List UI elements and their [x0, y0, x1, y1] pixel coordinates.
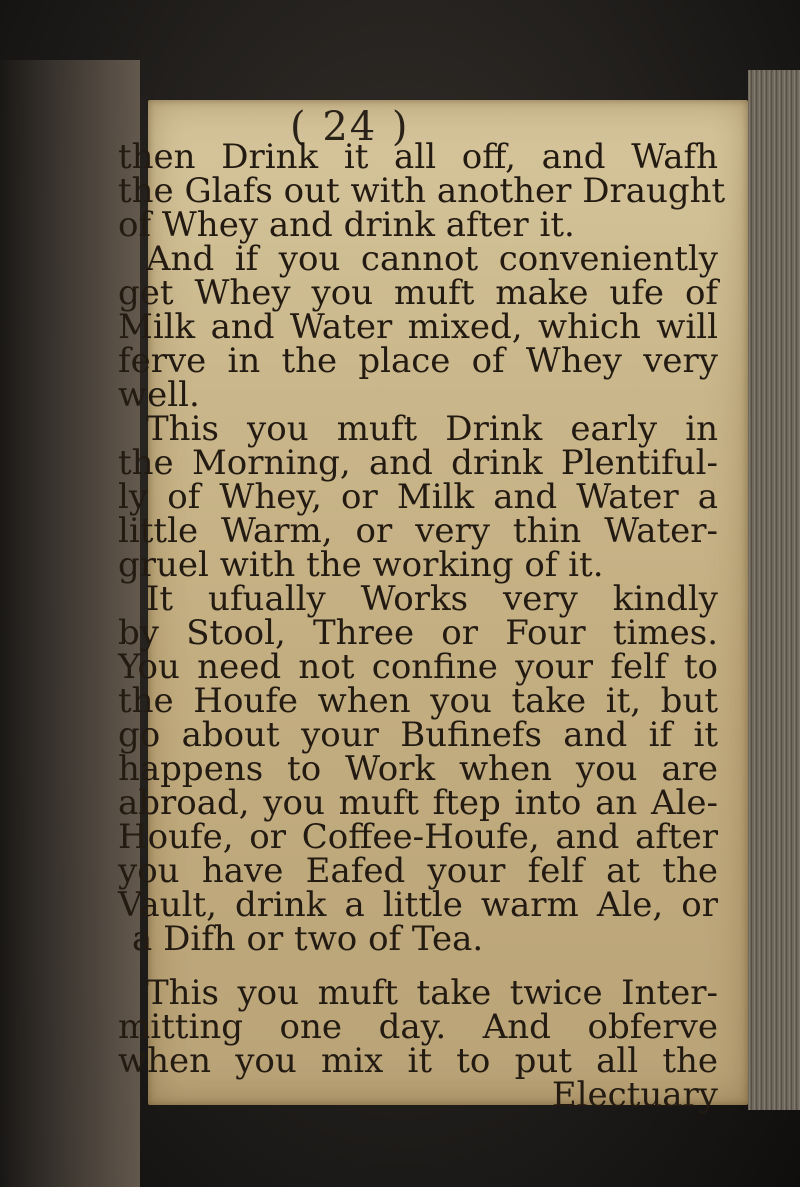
catchword: Electuary: [551, 1075, 718, 1115]
text-line: And if you cannot conveniently: [146, 239, 718, 279]
text-line: It ufually Works very kindly: [146, 579, 718, 619]
text-line: little Warm, or very thin Water-: [118, 511, 718, 551]
text-line: the Glafs out with another Draught: [118, 171, 726, 211]
text-line: This you muft take twice Inter-: [146, 973, 718, 1013]
text-line: the Morning, and drink Plentiful-: [118, 443, 718, 483]
text-line: This you muft Drink early in: [146, 409, 718, 449]
page-number: ( 24 ): [290, 104, 410, 150]
text-line: when you mix it to put all the: [118, 1041, 718, 1081]
text-line: gruel with the working of it.: [118, 545, 604, 585]
text-line: ly of Whey, or Milk and Water a: [118, 477, 718, 517]
text-line: Vault, drink a little warm Ale, or: [118, 885, 718, 925]
text-line: abroad, you muft ftep into an Ale-: [118, 783, 718, 823]
text-line: get Whey you muft make ufe of: [118, 273, 718, 313]
text-line: by Stool, Three or Four times.: [118, 613, 718, 653]
book-fore-edge: [748, 70, 800, 1110]
text-line: ferve in the place of Whey very: [118, 341, 718, 381]
text-line: Houfe, or Coffee-Houfe, and after: [118, 817, 718, 857]
text-line: of Whey and drink after it.: [118, 205, 575, 245]
text-line: a Difh or two of Tea.: [132, 919, 484, 959]
text-line: you have Eafed your felf at the: [118, 851, 718, 891]
text-line: You need not confine your felf to: [118, 647, 718, 687]
text-line: well.: [118, 375, 200, 415]
text-line: the Houfe when you take it, but: [118, 681, 718, 721]
text-line: happens to Work when you are: [118, 749, 718, 789]
text-line: Milk and Water mixed, which will: [118, 307, 718, 347]
text-line: mitting one day. And obferve: [118, 1007, 718, 1047]
text-line: then Drink it all off, and Wafh: [118, 137, 718, 177]
text-line: go about your Bufinefs and if it: [118, 715, 718, 755]
